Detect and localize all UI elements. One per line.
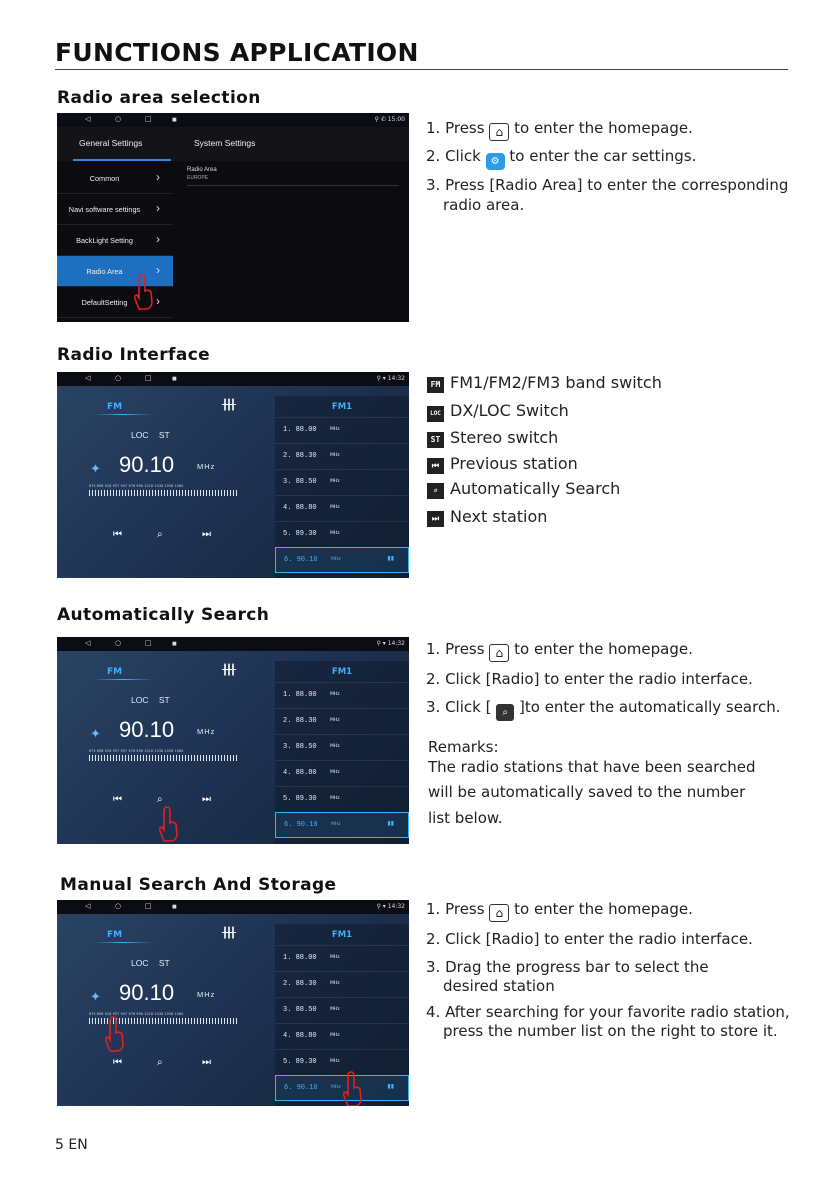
equalizer-icon[interactable]: ╂╂╂ — [222, 400, 235, 411]
search-icon[interactable]: ⌕ — [157, 529, 163, 540]
status-time: ⚲ ▾ 14:32 — [376, 640, 405, 647]
recent-apps-icon: □ — [145, 115, 152, 123]
station-row[interactable]: 5. 89.30 MHz — [275, 521, 409, 547]
remarks-line: will be automatically saved to the number — [428, 783, 746, 801]
tuning-scale[interactable] — [89, 749, 239, 763]
radio-area-label: Radio Area — [187, 167, 217, 173]
home-icon: ⌂ — [489, 644, 509, 662]
settings-screenshot — [57, 113, 409, 322]
next-station-icon[interactable]: ⏭ — [202, 529, 211, 540]
legend-prev: ⏮ Previous station — [427, 454, 578, 474]
section-title-radio-interface: Radio Interface — [57, 345, 211, 365]
sparkle-icon: ✦ — [90, 990, 101, 1005]
sparkle-icon: ✦ — [90, 462, 101, 477]
notification-icon: ■ — [172, 641, 177, 647]
menu-item-common[interactable]: Common › — [57, 163, 173, 194]
next-station-icon[interactable]: ⏭ — [202, 1057, 211, 1068]
section-title-radio-area: Radio area selection — [57, 88, 261, 108]
manual-search-steps: 1. Press ⌂ to enter the homepage. 2. Click [Radio] to enter the radio interface. 3. Drag the progress bar to select the desired station 4. After searching for your favorite radio station, press the number list on the right to store it. — [426, 900, 790, 1040]
radio-screenshot-3 — [57, 900, 409, 1106]
scale-labels: 875 898 918 937 957 978 998 1018 1038 1058 1080 — [89, 1012, 184, 1016]
home-icon: ⌂ — [489, 904, 509, 922]
notification-icon: ■ — [172, 904, 177, 910]
previous-station-icon: ⏮ — [427, 458, 444, 474]
station-row[interactable]: 3. 88.50 MHz — [275, 997, 409, 1023]
station-row[interactable]: 2. 88.30 MHz — [275, 708, 409, 734]
pointing-hand-icon — [103, 1015, 125, 1053]
home-icon: ○ — [115, 374, 122, 382]
next-station-icon: ⏭ — [427, 511, 444, 527]
station-row[interactable]: 2. 88.30 MHz — [275, 971, 409, 997]
next-station-icon[interactable]: ⏭ — [202, 794, 211, 805]
band-button[interactable]: FM — [107, 402, 123, 412]
previous-station-icon[interactable]: ⏮ — [113, 529, 122, 540]
back-icon: ◁ — [85, 902, 91, 910]
search-icon: ⌕ — [427, 483, 444, 499]
radio-screenshot-1 — [57, 372, 409, 578]
title-divider — [55, 69, 788, 70]
chevron-right-icon: › — [156, 294, 160, 308]
recent-apps-icon: □ — [145, 902, 152, 910]
back-icon: ◁ — [85, 639, 91, 647]
chevron-right-icon: › — [156, 263, 160, 277]
frequency-display: 90.10 — [119, 717, 175, 742]
loc-st-indicators[interactable]: LOC ST — [131, 958, 170, 968]
pointing-hand-icon — [157, 805, 179, 843]
status-bar — [57, 372, 409, 386]
frequency-unit: MHz — [197, 462, 216, 471]
notification-icon: ■ — [172, 376, 177, 382]
scale-labels: 875 898 918 937 957 978 998 1018 1038 1058 1080 — [89, 484, 184, 488]
settings-tabs — [57, 127, 409, 161]
page-title: FUNCTIONS APPLICATION — [55, 38, 419, 67]
pointing-hand-icon — [341, 1070, 363, 1106]
station-row-selected[interactable]: 6. 90.10 MHz ▮▮ — [275, 812, 409, 838]
legend-next: ⏭ Next station — [427, 507, 547, 527]
scale-ticks — [89, 490, 239, 496]
tuning-scale[interactable] — [89, 484, 239, 498]
menu-item-default-setting[interactable]: DefaultSetting › — [57, 287, 173, 318]
status-bar — [57, 113, 409, 127]
scale-labels: 875 898 918 937 957 978 998 1018 1038 1058 1080 — [89, 749, 184, 753]
signal-bars-icon: ▮▮ — [387, 1083, 394, 1090]
remarks-line: The radio stations that have been searched — [428, 757, 756, 776]
home-icon: ⌂ — [489, 123, 509, 141]
station-row[interactable]: 4. 88.80 MHz — [275, 760, 409, 786]
station-row[interactable]: 2. 88.30 MHz — [275, 443, 409, 469]
home-icon: ○ — [115, 902, 122, 910]
remarks — [428, 735, 756, 831]
station-row[interactable]: 1. 88.00 MHz — [275, 682, 409, 708]
menu-item-radio-area[interactable]: Radio Area › — [57, 256, 173, 287]
loc-st-indicators[interactable]: LOC ST — [131, 430, 170, 440]
pointing-hand-icon — [132, 273, 154, 311]
station-row-selected[interactable]: 6. 90.10 MHz ▮▮ — [275, 547, 409, 573]
band-underline — [93, 679, 153, 680]
home-icon: ○ — [115, 639, 122, 647]
frequency-display: 90.10 — [119, 980, 175, 1005]
status-time: ⚲ ✆ 15:00 — [374, 116, 405, 123]
legend-fm: FM FM1/FM2/FM3 band switch — [427, 373, 662, 393]
fm-band-icon: FM — [427, 377, 444, 393]
station-list — [275, 396, 409, 578]
station-row[interactable]: 5. 89.30 MHz — [275, 1049, 409, 1075]
notification-icon: ■ — [172, 117, 177, 123]
equalizer-icon[interactable]: ╂╂╂ — [222, 665, 235, 676]
legend-search: ⌕ Automatically Search — [427, 479, 620, 499]
station-list-title: FM1 — [331, 667, 353, 677]
home-icon: ○ — [115, 115, 122, 123]
station-row[interactable]: 1. 88.00 MHz — [275, 945, 409, 971]
frequency-unit: MHz — [197, 990, 216, 999]
status-time: ⚲ ▾ 14:32 — [376, 375, 405, 382]
detail-divider — [187, 185, 399, 186]
section-title-auto-search: Automatically Search — [57, 605, 270, 625]
band-underline — [93, 414, 153, 415]
back-icon: ◁ — [85, 115, 91, 123]
previous-station-icon[interactable]: ⏮ — [113, 1057, 122, 1068]
menu-item-navi-software[interactable]: Navi software settings › — [57, 194, 173, 225]
settings-menu — [57, 163, 173, 318]
car-settings-icon: ⚙ — [486, 153, 505, 170]
chevron-right-icon: › — [156, 170, 160, 184]
recent-apps-icon: □ — [145, 374, 152, 382]
signal-bars-icon: ▮▮ — [387, 820, 394, 827]
station-row[interactable]: 4. 88.80 MHz — [275, 1023, 409, 1049]
station-list-title: FM1 — [331, 402, 353, 412]
search-icon[interactable]: ⌕ — [157, 1057, 163, 1068]
station-row-selected[interactable]: 6. 90.10 MHz ▮▮ — [275, 1075, 409, 1101]
chevron-right-icon: › — [156, 201, 160, 215]
band-underline — [93, 942, 153, 943]
frequency-unit: MHz — [197, 727, 216, 736]
remarks-line: list below. — [428, 808, 503, 827]
legend-loc: LOC DX/LOC Switch — [427, 401, 569, 422]
station-list-title: FM1 — [331, 930, 353, 940]
menu-item-backlight[interactable]: BackLight Setting › — [57, 225, 173, 256]
status-bar — [57, 637, 409, 651]
previous-station-icon[interactable]: ⏮ — [113, 794, 122, 805]
active-tab-indicator — [73, 159, 171, 161]
frequency-display: 90.10 — [119, 452, 175, 477]
station-row[interactable]: 4. 88.80 MHz — [275, 495, 409, 521]
radio-area-detail[interactable] — [187, 167, 217, 181]
search-icon[interactable]: ⌕ — [157, 794, 163, 805]
station-row[interactable]: 3. 88.50 MHz — [275, 734, 409, 760]
radio-area-steps: 1. Press ⌂ to enter the homepage. 2. Click ⚙ to enter the car settings. 3. Press [Radio Area] to enter the corresponding radio area. — [426, 119, 789, 214]
search-icon: ⌕ — [496, 704, 514, 721]
radio-screenshot-2 — [57, 637, 409, 844]
sparkle-icon: ✦ — [90, 727, 101, 742]
page-number: 5 EN — [55, 1137, 88, 1153]
equalizer-icon[interactable]: ╂╂╂ — [222, 928, 235, 939]
band-button[interactable]: FM — [107, 667, 123, 677]
signal-bars-icon: ▮▮ — [387, 555, 394, 562]
recent-apps-icon: □ — [145, 639, 152, 647]
scale-ticks — [89, 755, 239, 761]
status-bar — [57, 900, 409, 914]
loc-icon: LOC — [427, 406, 444, 422]
station-list — [275, 661, 409, 844]
stereo-icon: ST — [427, 432, 444, 448]
station-row[interactable]: 3. 88.50 MHz — [275, 469, 409, 495]
legend-st: ST Stereo switch — [427, 428, 558, 448]
tab-system-settings[interactable]: System Settings — [194, 138, 256, 148]
tab-general-settings[interactable]: General Settings — [79, 138, 143, 148]
status-time: ⚲ ▾ 14:32 — [376, 903, 405, 910]
station-row[interactable]: 1. 88.00 MHz — [275, 417, 409, 443]
station-row[interactable]: 5. 89.30 MHz — [275, 786, 409, 812]
auto-search-steps: 1. Press ⌂ to enter the homepage. 2. Click [Radio] to enter the radio interface. 3. Click [ ⌕ ]to enter the automatically search. — [426, 640, 780, 721]
back-icon: ◁ — [85, 374, 91, 382]
radio-area-value: EUROPE — [187, 175, 209, 181]
section-title-manual-search: Manual Search And Storage — [60, 875, 337, 895]
remarks-title: Remarks: — [428, 738, 499, 756]
chevron-right-icon: › — [156, 232, 160, 246]
loc-st-indicators[interactable]: LOC ST — [131, 695, 170, 705]
band-button[interactable]: FM — [107, 930, 123, 940]
